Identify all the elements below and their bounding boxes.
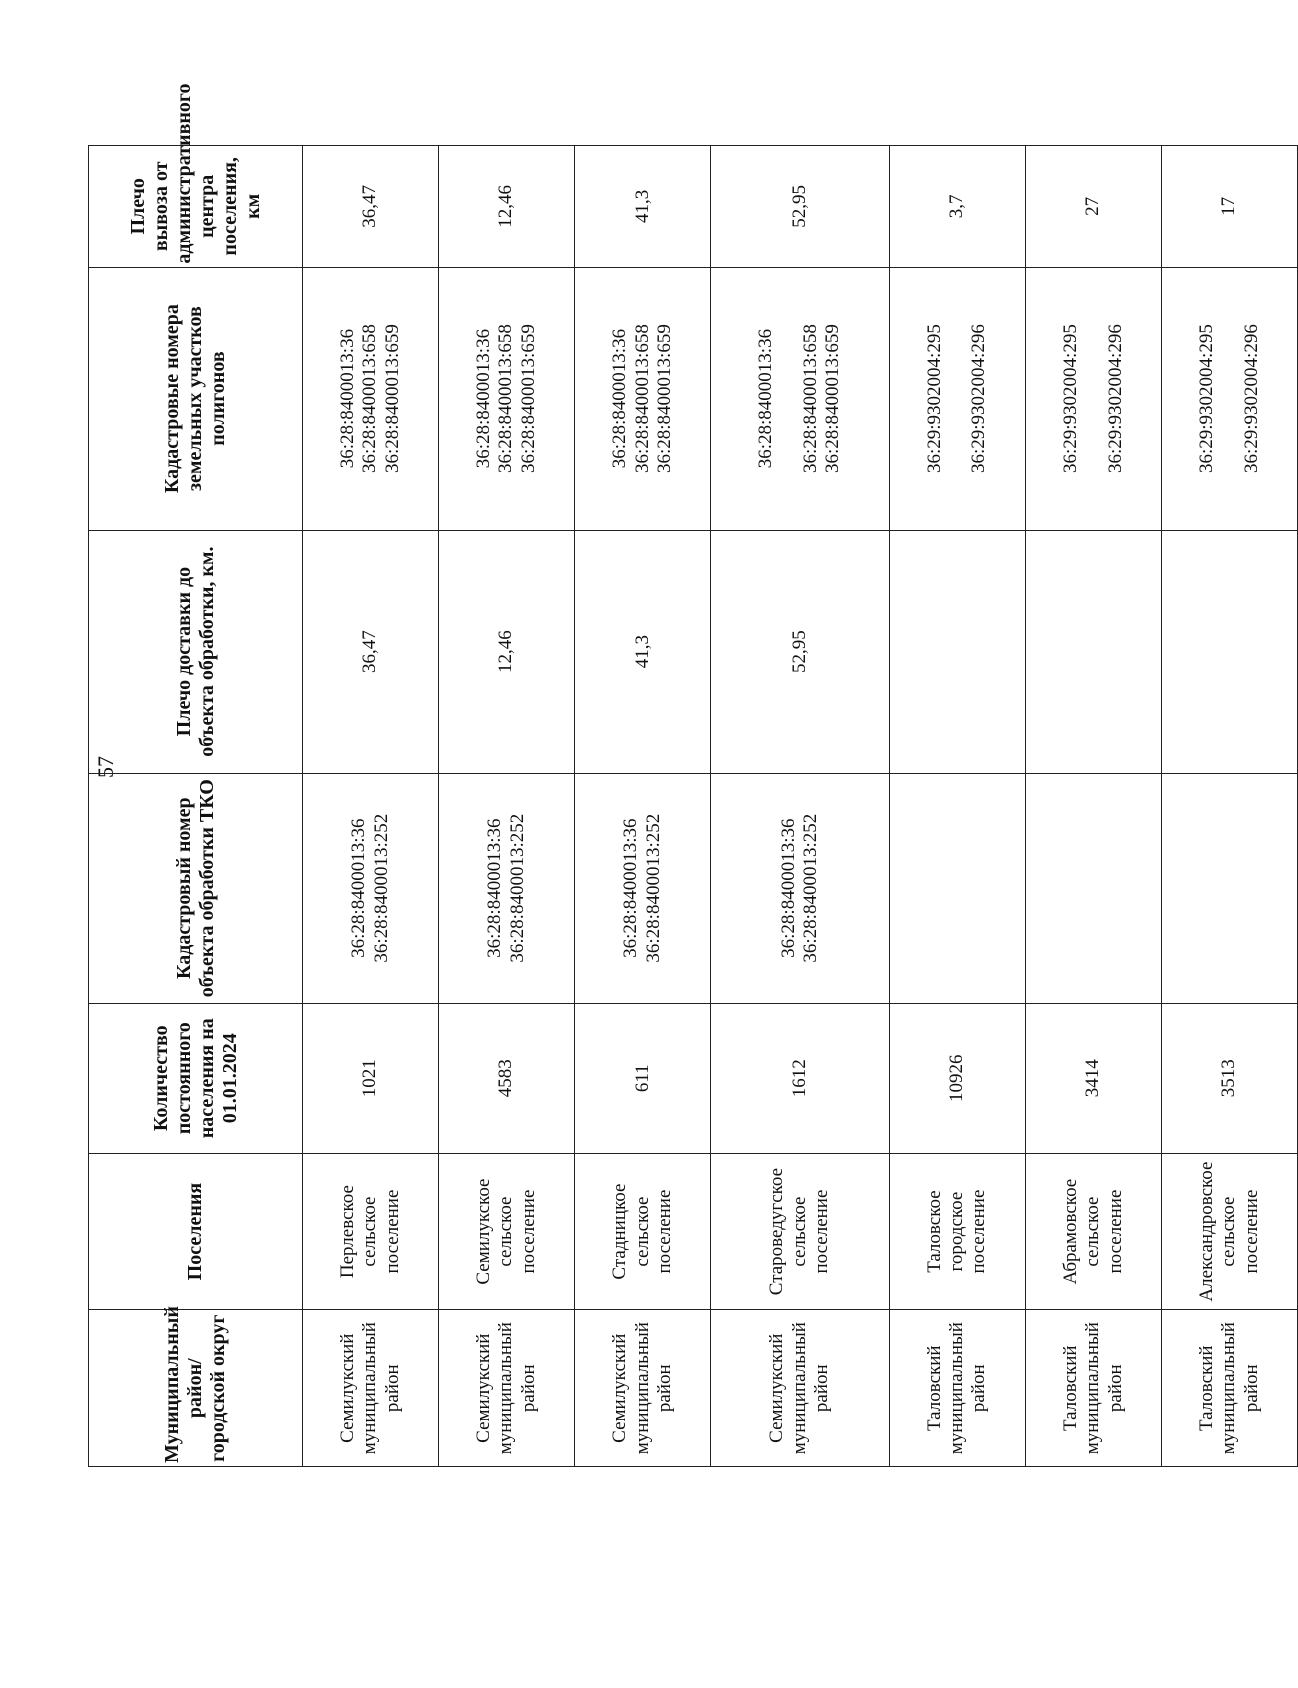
- page-number: 57: [93, 756, 118, 778]
- cell-district: Семилукский муниципальный район: [303, 1310, 439, 1467]
- cadastral-number: 36:28:8400013:36: [336, 328, 358, 469]
- cell-population: 3513: [1161, 1003, 1297, 1153]
- cell-landfill-plots: [1161, 267, 1297, 530]
- cadastral-number: 36:28:8400013:36: [348, 818, 370, 958]
- cell-removal-distance: 12,46: [439, 146, 575, 268]
- cadastral-number: 36:28:8400013:36: [609, 328, 631, 469]
- cell-cadastral-processing: [1025, 773, 1161, 1003]
- cell-settlement: Александровское сельское поселение: [1161, 1153, 1297, 1310]
- cadastral-number: 36:28:8400013:252: [506, 813, 528, 963]
- cadastral-number: 36:29:9302004:296: [1240, 324, 1262, 473]
- cadastral-number: 36:28:8400013:659: [517, 324, 539, 473]
- header-delivery-distance: Плечо доставки до объекта обработки, км.: [89, 530, 303, 773]
- cadastral-number: 36:28:8400013:658: [495, 324, 517, 473]
- table-body: [303, 146, 1298, 1467]
- cell-landfill-plots: [575, 267, 711, 530]
- cadastral-number: [778, 271, 800, 527]
- cell-landfill-plots: [1025, 267, 1161, 530]
- table-row: [1025, 146, 1161, 1467]
- cadastral-number: 36:28:8400013:659: [653, 324, 675, 473]
- rotated-table-container: [88, 83, 1298, 1467]
- header-landfill-plots: Кадастровые номера земельных участков полигонов: [89, 267, 303, 530]
- cell-district: Семилукский муниципальный район: [711, 1310, 889, 1467]
- table-row: [575, 146, 711, 1467]
- cell-removal-distance: 3,7: [889, 146, 1025, 268]
- cell-delivery-distance: [1161, 530, 1297, 773]
- cell-delivery-distance: [1025, 530, 1161, 773]
- cadastral-number: 36:28:8400013:36: [484, 818, 506, 958]
- cell-delivery-distance: 36,47: [303, 530, 439, 773]
- cell-removal-distance: 27: [1025, 146, 1161, 268]
- cell-population: 1021: [303, 1003, 439, 1153]
- cadastral-number: 36:28:8400013:252: [370, 813, 392, 963]
- table-row: [711, 146, 889, 1467]
- cell-population: 3414: [1025, 1003, 1161, 1153]
- cadastral-number: 36:29:9302004:295: [1195, 324, 1217, 473]
- table-header-row: [89, 146, 303, 1467]
- cell-removal-distance: 41,3: [575, 146, 711, 268]
- cadastral-number: 36:28:8400013:36: [755, 328, 777, 469]
- cell-district: Таловский муниципальный район: [1025, 1310, 1161, 1467]
- tko-logistics-table: [88, 83, 1298, 1467]
- table-row: [889, 146, 1025, 1467]
- cell-population: 1612: [711, 1003, 889, 1153]
- cell-removal-distance: 36,47: [303, 146, 439, 268]
- cell-district: Таловский муниципальный район: [889, 1310, 1025, 1467]
- cell-settlement: Семилукское сельское поселение: [439, 1153, 575, 1310]
- cadastral-number: 36:29:9302004:295: [1059, 324, 1081, 473]
- cell-cadastral-processing: [889, 773, 1025, 1003]
- cell-cadastral-processing: [1161, 773, 1297, 1003]
- cadastral-number: 36:28:8400013:36: [620, 818, 642, 958]
- cell-cadastral-processing: [439, 773, 575, 1003]
- cell-landfill-plots: [439, 267, 575, 530]
- cadastral-number: 36:28:8400013:252: [799, 813, 821, 963]
- cell-settlement: Таловское городское поселение: [889, 1153, 1025, 1310]
- cadastral-number: 36:28:8400013:36: [473, 328, 495, 469]
- cell-settlement: Перлевское сельское поселение: [303, 1153, 439, 1310]
- cadastral-number: 36:28:8400013:658: [359, 324, 381, 473]
- cell-settlement: Староведугское сельское поселение: [711, 1153, 889, 1310]
- cell-delivery-distance: 41,3: [575, 530, 711, 773]
- table-row: [1161, 146, 1297, 1467]
- cell-settlement: Стадницкое сельское поселение: [575, 1153, 711, 1310]
- cadastral-number: [946, 271, 968, 527]
- header-population: Количество постоянного населения на 01.01.2024: [89, 1003, 303, 1153]
- cell-cadastral-processing: [711, 773, 889, 1003]
- cell-delivery-distance: 12,46: [439, 530, 575, 773]
- cell-delivery-distance: 52,95: [711, 530, 889, 773]
- cell-population: 10926: [889, 1003, 1025, 1153]
- cell-landfill-plots: [889, 267, 1025, 530]
- cell-district: Семилукский муниципальный район: [575, 1310, 711, 1467]
- cadastral-number: 36:28:8400013:36: [777, 818, 799, 958]
- cell-district: Семилукский муниципальный район: [439, 1310, 575, 1467]
- cell-cadastral-processing: [303, 773, 439, 1003]
- cell-population: 611: [575, 1003, 711, 1153]
- cadastral-number: 36:29:9302004:296: [968, 324, 990, 473]
- cadastral-number: 36:28:8400013:659: [822, 324, 844, 473]
- cell-removal-distance: 17: [1161, 146, 1297, 268]
- header-district: Муниципальный район/ городской округ: [89, 1310, 303, 1467]
- cadastral-number: 36:28:8400013:659: [381, 324, 403, 473]
- cell-landfill-plots: [303, 267, 439, 530]
- cadastral-number: 36:28:8400013:658: [631, 324, 653, 473]
- cell-removal-distance: 52,95: [711, 146, 889, 268]
- cell-landfill-plots: [711, 267, 889, 530]
- cell-delivery-distance: [889, 530, 1025, 773]
- cadastral-number: 36:29:9302004:296: [1104, 324, 1126, 473]
- header-cadastral-processing: Кадастровый номер объекта обработки ТКО: [89, 773, 303, 1003]
- cadastral-number: 36:29:9302004:295: [923, 324, 945, 473]
- cell-population: 4583: [439, 1003, 575, 1153]
- cell-district: Таловский муниципальный район: [1161, 1310, 1297, 1467]
- cadastral-number: 36:28:8400013:658: [799, 324, 821, 473]
- cadastral-number: [1082, 271, 1104, 527]
- table-row: [439, 146, 575, 1467]
- cell-settlement: Абрамовское сельское поселение: [1025, 1153, 1161, 1310]
- header-removal-distance: Плечо вывоза от административного центра поселения, км: [89, 146, 303, 268]
- header-settlement: Поселения: [89, 1153, 303, 1310]
- cell-cadastral-processing: [575, 773, 711, 1003]
- cadastral-number: 36:28:8400013:252: [642, 813, 664, 963]
- cadastral-number: [1218, 271, 1240, 527]
- table-row: [303, 146, 439, 1467]
